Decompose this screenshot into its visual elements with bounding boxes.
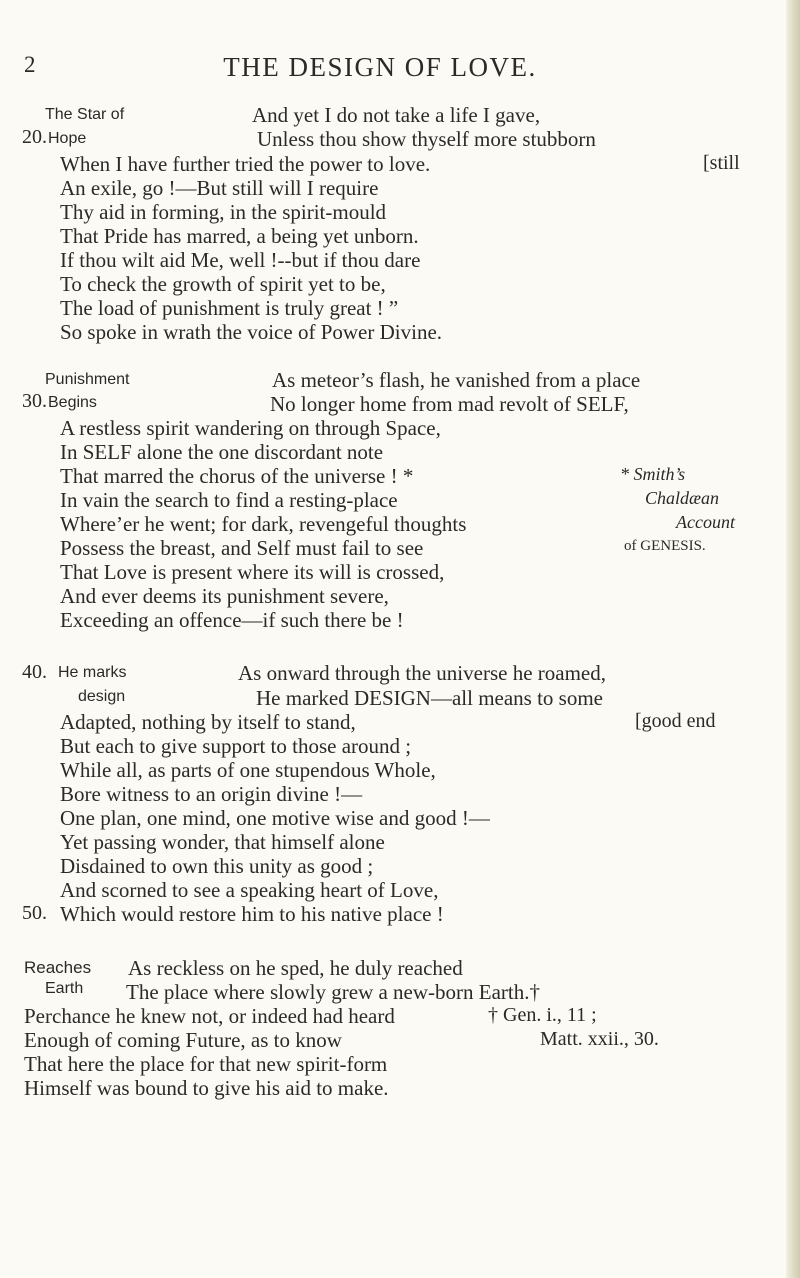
- right-note: Chaldæan: [645, 488, 720, 508]
- right-note: † Gen. i., 11 ;: [488, 1004, 597, 1026]
- verse-line: Enough of coming Future, as to know: [24, 1028, 342, 1052]
- verse-line: The place where slowly grew a new-born Earth.†: [126, 980, 541, 1004]
- verse-line: But each to give support to those around ;: [60, 734, 412, 758]
- verse-line: In SELF alone the one discordant note: [60, 440, 384, 464]
- verse-line: And yet I do not take a life I gave,: [252, 103, 541, 127]
- line-number-50: 50.: [22, 902, 47, 924]
- verse-line: He marked DESIGN—all means to some: [256, 686, 604, 710]
- verse-line: Yet passing wonder, that himself alone: [60, 830, 385, 854]
- verse-line: Possess the breast, and Self must fail to see: [60, 536, 424, 560]
- right-note: Matt. xxii., 30.: [540, 1028, 659, 1050]
- verse-line: So spoke in wrath the voice of Power Divine.: [60, 320, 443, 344]
- right-note: of GENESIS.: [624, 538, 706, 554]
- verse-line: Perchance he knew not, or indeed had heard: [24, 1004, 395, 1028]
- verse-line: As onward through the universe he roamed,: [238, 661, 606, 685]
- right-note: Account: [676, 512, 735, 532]
- verse-line: If thou wilt aid Me, well !--but if thou dare: [60, 248, 421, 272]
- verse-line: To check the growth of spirit yet to be,: [60, 272, 386, 296]
- verse-line: That marred the chorus of the universe ! *: [60, 464, 414, 488]
- page-header: [0, 52, 800, 92]
- verse-line: A restless spirit wandering on through Space,: [60, 416, 441, 440]
- verse-line: Adapted, nothing by itself to stand,: [60, 710, 356, 734]
- verse-line: Bore witness to an origin divine !—: [60, 782, 363, 806]
- right-note: * Smith’s: [620, 464, 686, 484]
- verse-line: One plan, one mind, one motive wise and good !—: [60, 806, 490, 830]
- verse-line: Which would restore him to his native place !: [60, 902, 444, 926]
- right-note: [still: [703, 152, 740, 174]
- verse-line: While all, as parts of one stupendous Whole,: [60, 758, 436, 782]
- line-number-30: 30.: [22, 390, 47, 412]
- page-edge-shadow: [786, 0, 800, 1278]
- verse-line: No longer home from mad revolt of SELF,: [270, 392, 629, 416]
- verse-line: As meteor’s flash, he vanished from a place: [272, 368, 641, 392]
- verse-line: That here the place for that new spirit-form: [24, 1052, 388, 1076]
- verse-line: Unless thou show thyself more stubborn: [257, 127, 596, 151]
- verse-line: As reckless on he sped, he duly reached: [128, 956, 463, 980]
- verse-line: Exceeding an offence—if such there be !: [60, 608, 404, 632]
- verse-line: That Pride has marred, a being yet unborn.: [60, 224, 419, 248]
- verse-line: And scorned to see a speaking heart of Love,: [60, 878, 439, 902]
- verse-line: In vain the search to find a resting-place: [60, 488, 398, 512]
- verse-line: That Love is present where its will is crossed,: [60, 560, 445, 584]
- verse-line: Thy aid in forming, in the spirit-mould: [60, 200, 387, 224]
- running-title: THE DESIGN OF LOVE.: [223, 52, 537, 82]
- verse-line: Where’er he went; for dark, revengeful thoughts: [60, 512, 467, 536]
- verse-line: And ever deems its punishment severe,: [60, 584, 389, 608]
- verse-line: When I have further tried the power to love.: [60, 152, 431, 176]
- line-number-40: 40.: [22, 661, 47, 683]
- right-note: [good end: [635, 710, 716, 732]
- page-number: 2: [24, 52, 36, 77]
- verse-line: Disdained to own this unity as good ;: [60, 854, 374, 878]
- book-page: 2 THE DESIGN OF LOVE. The Star of 20. Hope And yet I do not take a life I gave, Unless thou show thyself more stubborn When I have further tried the power to love. [still An exile, go !—But still will I require Thy aid in forming, in the spirit-mould That Pride has marred, a being yet unborn. If thou wilt aid Me, well !--but if thou dare To check the growth of spirit yet to be, The load of punishment is truly great ! ” So spoke in wrath the voice of Power Divine. Punishment 30. Begins As meteor’s flash, he vanished from a place No longer home from mad revolt of SELF, A restless spirit wandering on through Space, In SELF alone the one discordant note That marred the chorus of the universe ! * * Smith’s In vain the search to find a resting-place Chaldæan Where’er he went; for dark, revengeful thoughts Account Possess the breast, and Self must fail to see of GENESIS. That Love is present where its will is crossed, And ever deems its punishment severe, Exceeding an offence—if such there be ! 40. He marks design As onward through the universe he roamed, He marked DESIGN—all means to some Adapted, nothing by itself to stand, [good end But each to give support to those around ; While all, as parts of one stupendous Whole, Bore witness to an origin divine !— One plan, one mind, one motive wise and good !— Yet passing wonder, that himself alone Disdained to own this unity as good ; And scorned to see a speaking heart of Love, 50. Which would restore him to his native place ! Reaches Earth As reckless on he sped, he duly reached The place where slowly grew a new-born Earth.† Perchance he knew not, or indeed had heard † Gen. i., 11 ; Enough of coming Future, as to know Matt. xxii., 30. That here the place for that new spirit-form Himself was bound to give his aid to make.: [0, 0, 800, 1278]
- line-number-20: 20.: [22, 126, 47, 148]
- verse-line: The load of punishment is truly great ! ”: [60, 296, 399, 320]
- verse-line: An exile, go !—But still will I require: [60, 176, 379, 200]
- verse-line: Himself was bound to give his aid to make.: [24, 1076, 389, 1100]
